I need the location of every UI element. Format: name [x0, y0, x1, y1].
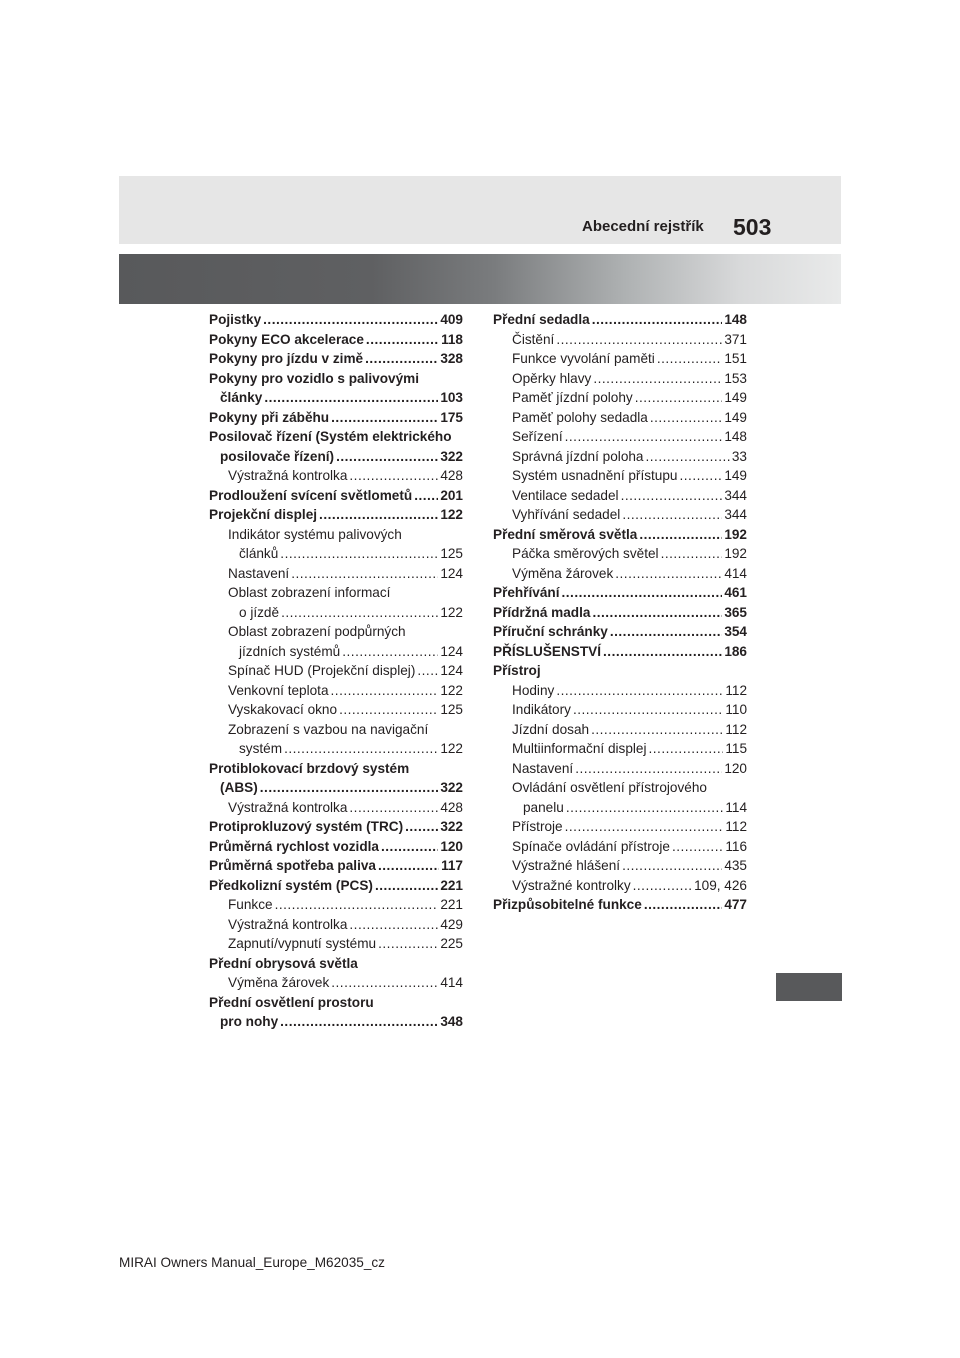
index-entry-page: 122	[440, 741, 463, 756]
index-entry-page: 201	[440, 487, 463, 503]
index-entry-page: 125	[440, 546, 463, 561]
index-entry-page: 109, 426	[694, 877, 747, 893]
index-entry	[209, 661, 463, 681]
dot-leader	[331, 408, 438, 428]
dot-leader	[593, 369, 722, 389]
index-entry-page: 124	[440, 643, 463, 659]
index-entry-page: 115	[725, 741, 747, 756]
index-entry-term: Multiinformační displej	[512, 741, 647, 756]
index-entry-page: 354	[724, 624, 747, 639]
index-entry-term: Funkce	[228, 897, 273, 912]
dot-leader	[366, 330, 439, 350]
dot-leader	[319, 505, 438, 525]
dot-leader	[349, 798, 438, 818]
index-entry	[493, 388, 747, 408]
dot-leader	[381, 837, 438, 857]
index-entry-term: Přední osvětlení prostoru	[209, 994, 374, 1010]
index-entry-term: Vyhřívání sedadel	[512, 507, 621, 522]
index-entry-term: Výstražná kontrolka	[228, 916, 348, 932]
index-entry-page: 124	[440, 565, 463, 581]
index-entry	[493, 525, 747, 545]
index-entry-term: Systém usnadnění přístupu	[512, 468, 678, 483]
dot-leader	[284, 739, 438, 759]
index-entry-term: Opěrky hlavy	[512, 370, 592, 386]
index-entry	[209, 1012, 463, 1032]
index-entry	[209, 525, 463, 545]
index-entry-term: panelu	[523, 799, 564, 815]
index-entry	[209, 876, 463, 896]
index-entry-page: 322	[440, 448, 463, 464]
index-entry-page: 414	[724, 565, 747, 581]
index-entry-term: Zobrazení s vazbou na navigační	[228, 721, 429, 737]
dot-leader	[562, 583, 723, 603]
dot-leader	[280, 544, 438, 564]
index-entry	[209, 642, 463, 662]
index-entry	[493, 447, 747, 467]
index-entry-term: Pokyny pro vozidlo s palivovými	[209, 370, 420, 386]
dot-leader	[592, 603, 722, 623]
index-entry	[493, 739, 747, 759]
index-entry-page: 112	[725, 682, 747, 698]
index-entry	[209, 544, 463, 564]
index-entry-page: 428	[440, 799, 463, 815]
page-number: 503	[733, 214, 772, 240]
index-entry	[209, 564, 463, 584]
index-entry-term: Výstražné kontrolky	[512, 877, 631, 893]
dot-leader	[575, 759, 722, 779]
index-entry-page: 175	[440, 409, 463, 425]
dot-leader	[365, 349, 438, 369]
index-entry	[493, 486, 747, 506]
dot-leader	[275, 895, 439, 915]
index-entry-page: 110	[725, 702, 747, 717]
index-entry	[209, 934, 463, 954]
index-entry	[209, 739, 463, 759]
index-entry-term: Paměť jízdní polohy	[512, 390, 633, 405]
index-entry-page: 122	[440, 604, 463, 620]
index-entry	[493, 778, 747, 798]
dot-leader	[565, 427, 723, 447]
dot-leader	[405, 817, 438, 837]
dot-leader	[566, 798, 724, 818]
dot-leader	[331, 681, 439, 701]
dot-leader	[281, 603, 438, 623]
index-entry-page: 33	[731, 448, 747, 464]
dot-leader	[592, 310, 723, 330]
dot-leader	[610, 622, 722, 642]
decorative-gradient-bar	[119, 254, 841, 304]
index-entry-page: 225	[440, 936, 463, 951]
index-entry	[493, 408, 747, 428]
index-entry-term: (ABS)	[220, 780, 258, 795]
index-entry-page: 118	[441, 331, 463, 347]
dot-leader	[622, 505, 722, 525]
index-entry	[209, 369, 463, 389]
dot-leader	[680, 466, 723, 486]
dot-leader	[672, 837, 723, 857]
index-entry-page: 322	[440, 819, 463, 834]
index-entry-term: Pokyny pro jízdu v zimě	[209, 351, 364, 366]
index-entry-page: 148	[724, 312, 747, 327]
dot-leader	[633, 876, 692, 896]
dot-leader	[264, 388, 438, 408]
index-entry-term: Ventilace sedadel	[512, 487, 619, 503]
index-entry	[209, 447, 463, 467]
dot-leader	[621, 486, 723, 506]
index-entry	[493, 856, 747, 876]
index-entry	[209, 310, 463, 330]
dot-leader	[260, 778, 439, 798]
index-entry-term: Oblast zobrazení informací	[228, 585, 391, 600]
dot-leader	[342, 642, 438, 662]
dot-leader	[339, 700, 438, 720]
index-entry-term: Přizpůsobitelné funkce	[493, 897, 642, 912]
index-entry-term: články	[220, 390, 263, 405]
index-entry-term: Pokyny při záběhu	[209, 409, 330, 425]
index-entry-term: Pokyny ECO akcelerace	[209, 331, 364, 347]
index-entry	[209, 973, 463, 993]
index-entry	[493, 798, 747, 818]
index-entry-page: 125	[440, 702, 463, 717]
index-entry	[493, 603, 747, 623]
index-entry-page: 122	[440, 682, 463, 698]
index-entry-page: 328	[440, 351, 463, 366]
index-entry-page: 348	[440, 1014, 463, 1029]
dot-leader	[603, 642, 722, 662]
index-entry-term: Seřízení	[512, 429, 563, 444]
index-entry-term: Přední obrysová světla	[209, 955, 358, 971]
index-entry-page: 120	[724, 760, 747, 776]
dot-leader	[349, 466, 438, 486]
index-entry	[209, 505, 463, 525]
index-entry-term: Přístroj	[493, 663, 541, 678]
index-entry-term: Výstražné hlášení	[512, 858, 621, 873]
dot-leader	[646, 447, 730, 467]
index-entry-page: 117	[441, 858, 463, 873]
dot-leader	[280, 1012, 438, 1032]
index-entry	[493, 895, 747, 915]
index-entry-term: Posilovač řízení (Systém elektrického	[209, 429, 452, 444]
index-entry-term: Přední sedadla	[493, 312, 590, 327]
index-entry	[493, 817, 747, 837]
index-entry	[493, 369, 747, 389]
dot-leader	[378, 934, 438, 954]
dot-leader	[615, 564, 722, 584]
index-entry	[493, 349, 747, 369]
index-entry-term: Indikátor systému palivových	[228, 526, 402, 542]
index-entry	[209, 700, 463, 720]
index-entry-term: Správná jízdní poloha	[512, 448, 644, 464]
index-entry	[209, 895, 463, 915]
dot-leader	[263, 310, 438, 330]
index-entry-term: Výměna žárovek	[228, 975, 330, 990]
index-entry-term: Paměť polohy sedadla	[512, 409, 648, 425]
dot-leader	[556, 681, 723, 701]
index-entry	[209, 817, 463, 837]
index-entry-term: Nastavení	[228, 565, 290, 581]
dot-leader	[635, 388, 723, 408]
index-entry-term: Čistění	[512, 331, 555, 347]
dot-leader	[573, 700, 723, 720]
index-column-right	[493, 310, 747, 915]
index-entry	[209, 954, 463, 974]
index-entry	[493, 622, 747, 642]
index-entry-page: 428	[440, 468, 463, 483]
footer-manual-id: MIRAI Owners Manual_Europe_M62035_cz	[119, 1255, 385, 1270]
index-entry-term: Přístroje	[512, 819, 563, 834]
index-entry-page: 344	[724, 487, 747, 503]
dot-leader	[657, 349, 723, 369]
index-entry	[493, 427, 747, 447]
index-entry-page: 409	[440, 312, 463, 327]
index-entry-page: 114	[725, 799, 747, 815]
index-entry	[209, 427, 463, 447]
index-entry-term: o jízdě	[239, 604, 280, 620]
index-entry-term: Příruční schránky	[493, 624, 608, 639]
index-entry-page: 151	[724, 351, 747, 366]
dot-leader	[349, 915, 438, 935]
index-entry	[209, 466, 463, 486]
dot-leader	[650, 408, 722, 428]
dot-leader	[644, 895, 723, 915]
index-entry-page: 124	[440, 663, 463, 678]
index-entry	[493, 837, 747, 857]
dot-leader	[375, 876, 438, 896]
index-entry	[493, 466, 747, 486]
index-entry-term: Prodloužení svícení světlometů	[209, 487, 413, 503]
index-entry	[209, 330, 463, 350]
index-entry-term: jízdních systémů	[239, 643, 341, 659]
index-entry-term: Výstražná kontrolka	[228, 799, 348, 815]
dot-leader	[291, 564, 438, 584]
index-entry	[209, 388, 463, 408]
dot-leader	[331, 973, 438, 993]
index-entry-term: Nastavení	[512, 760, 574, 776]
index-entry-term: Pojistky	[209, 312, 262, 327]
index-entry-page: 120	[440, 838, 463, 854]
index-entry-page: 221	[440, 877, 463, 893]
index-entry-page: 186	[724, 643, 747, 659]
index-entry-term: Protiblokovací brzdový systém	[209, 760, 410, 776]
index-entry	[209, 993, 463, 1013]
index-entry	[493, 310, 747, 330]
index-entry-page: 371	[724, 331, 747, 347]
index-entry-page: 153	[724, 370, 747, 386]
dot-leader	[661, 544, 723, 564]
index-entry-term: Projekční displej	[209, 507, 318, 522]
index-entry-term: Páčka směrových světel	[512, 546, 659, 561]
index-entry-page: 103	[440, 390, 463, 405]
index-entry	[209, 408, 463, 428]
index-entry-page: 192	[724, 526, 747, 542]
chapter-side-tab	[776, 973, 842, 1001]
index-entry	[493, 564, 747, 584]
index-entry-term: článků	[239, 546, 279, 561]
index-entry-page: 149	[724, 468, 747, 483]
index-entry-term: Výměna žárovek	[512, 565, 614, 581]
index-entry	[209, 486, 463, 506]
index-entry	[493, 583, 747, 603]
index-entry-term: Zapnutí/vypnutí systému	[228, 936, 377, 951]
index-entry-page: 122	[440, 507, 463, 522]
index-entry-term: Průměrná spotřeba paliva	[209, 858, 376, 873]
index-entry	[209, 583, 463, 603]
index-entry	[209, 798, 463, 818]
index-entry-page: 116	[725, 838, 747, 854]
index-entry-term: Oblast zobrazení podpůrných	[228, 624, 406, 639]
index-entry	[493, 642, 747, 662]
index-entry	[493, 876, 747, 896]
index-entry-term: Spínač HUD (Projekční displej)	[228, 663, 416, 678]
index-entry-term: Předkolizní systém (PCS)	[209, 877, 373, 893]
index-entry	[209, 349, 463, 369]
dot-leader	[622, 856, 722, 876]
index-entry-term: Výstražná kontrolka	[228, 468, 348, 483]
dot-leader	[336, 447, 438, 467]
index-entry-page: 322	[440, 780, 463, 795]
index-entry-term: Indikátory	[512, 702, 571, 717]
index-entry	[209, 759, 463, 779]
index-entry-page: 461	[724, 585, 747, 600]
index-entry-page: 112	[725, 721, 747, 737]
index-entry-page: 192	[724, 546, 747, 561]
index-entry	[209, 915, 463, 935]
index-entry	[493, 544, 747, 564]
index-entry	[209, 720, 463, 740]
index-entry	[493, 700, 747, 720]
index-entry-term: Venkovní teplota	[228, 682, 329, 698]
dot-leader	[417, 661, 438, 681]
index-entry-term: Spínače ovládání přístroje	[512, 838, 670, 854]
index-entry	[493, 661, 747, 681]
index-entry-term: Protiprokluzový systém (TRC)	[209, 819, 404, 834]
index-entry-term: posilovače řízení)	[220, 448, 335, 464]
index-entry-page: 149	[724, 390, 747, 405]
index-entry-term: PŘÍSLUŠENSTVÍ	[493, 643, 602, 659]
index-entry-term: Průměrná rychlost vozidla	[209, 838, 379, 854]
index-entry	[209, 681, 463, 701]
index-entry-term: Ovládání osvětlení přístrojového	[512, 780, 707, 795]
index-entry-page: 221	[440, 897, 463, 912]
index-entry-page: 344	[724, 507, 747, 522]
dot-leader	[591, 720, 723, 740]
index-entry	[493, 505, 747, 525]
index-entry-term: Přehřívání	[493, 585, 560, 600]
index-entry-page: 149	[724, 409, 747, 425]
dot-leader	[556, 330, 722, 350]
index-entry-term: systém	[239, 741, 283, 756]
index-entry	[209, 603, 463, 623]
index-entry-page: 414	[440, 975, 463, 990]
index-entry	[493, 330, 747, 350]
index-entry-term: pro nohy	[220, 1014, 279, 1029]
index-entry	[493, 681, 747, 701]
index-entry	[209, 622, 463, 642]
index-entry-term: Vyskakovací okno	[228, 702, 338, 717]
dot-leader	[565, 817, 724, 837]
index-entry-term: Jízdní dosah	[512, 721, 590, 737]
section-title: Abecední rejstřík	[582, 218, 704, 235]
index-entry	[209, 856, 463, 876]
index-entry	[493, 720, 747, 740]
index-entry-page: 112	[725, 819, 747, 834]
index-entry-term: Funkce vyvolání paměti	[512, 351, 655, 366]
dot-leader	[378, 856, 439, 876]
index-entry-page: 148	[724, 429, 747, 444]
index-entry-term: Přední směrová světla	[493, 526, 638, 542]
index-entry	[209, 778, 463, 798]
index-entry	[209, 837, 463, 857]
index-column-left	[209, 310, 463, 1032]
dot-leader	[414, 486, 438, 506]
dot-leader	[648, 739, 723, 759]
index-entry-page: 477	[724, 897, 747, 912]
index-entry-page: 365	[724, 604, 747, 620]
index-entry-page: 429	[440, 916, 463, 932]
index-entry-term: Hodiny	[512, 682, 555, 698]
index-entry	[493, 759, 747, 779]
index-entry-page: 435	[724, 858, 747, 873]
dot-leader	[639, 525, 722, 545]
index-entry-term: Přídržná madla	[493, 604, 591, 620]
